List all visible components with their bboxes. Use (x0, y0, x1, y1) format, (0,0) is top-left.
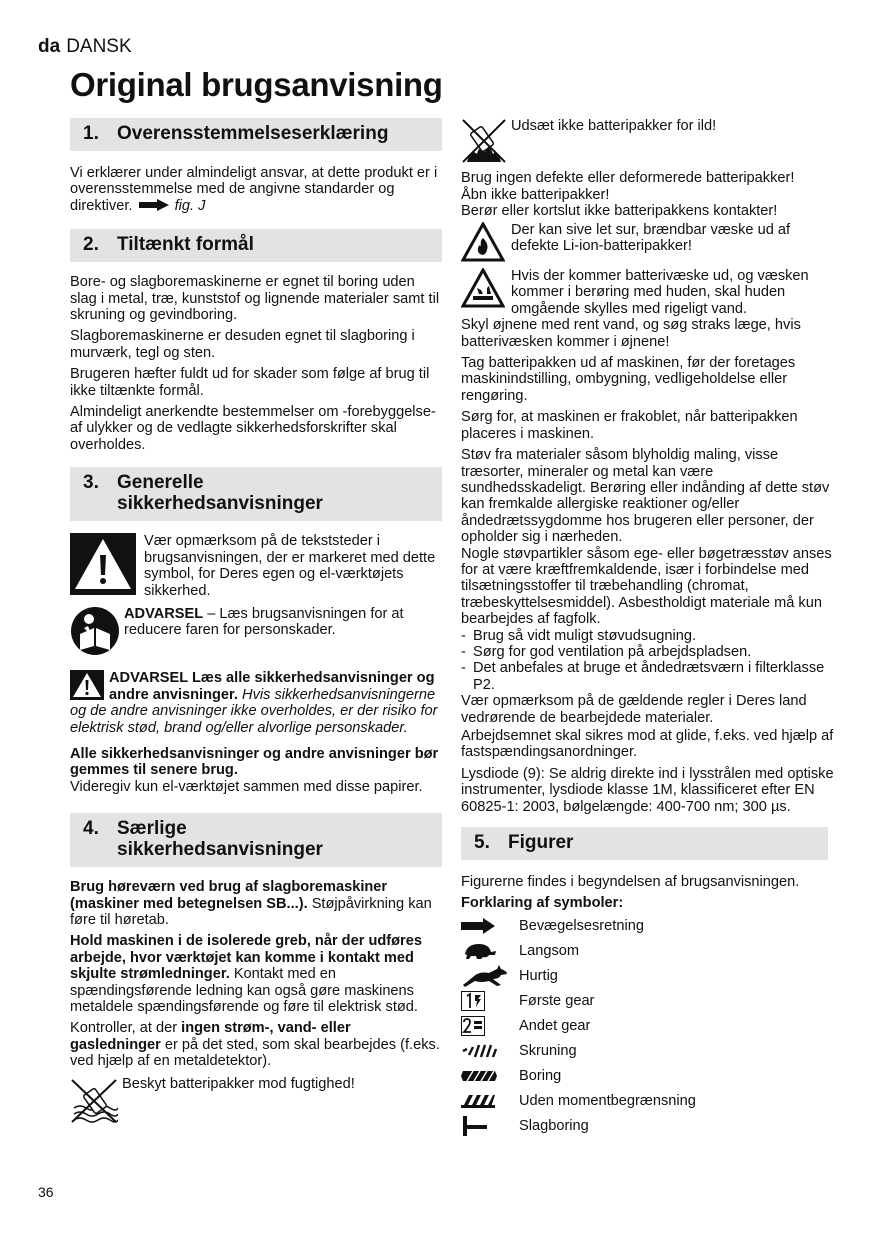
keep-instructions-text: Videregiv kun el-værktøjet sammen med disse papirer. (70, 778, 423, 795)
direction-arrow-icon (461, 918, 495, 934)
eye-rinse-text: Skyl øjnene med rent vand, og søg straks læge, hvis batterivæsken kommer i øjnene! (461, 317, 801, 350)
section-5-heading: 5. Figurer (461, 827, 828, 860)
flammable-notice: Der kan sive let sur, brændbar væske ud af defekte Li-ion-batteripakker! (461, 222, 835, 266)
right-column (461, 118, 835, 1139)
left-column (70, 118, 442, 1128)
section-1-text: Vi erklærer under almindeligt ansvar, at dette produkt er i overensstemmelse med de angivne standarder og direktiver. fig. J (70, 165, 438, 214)
legend-item: Skruning (461, 1039, 835, 1064)
drilling-icon (461, 1069, 497, 1083)
right-paragraph: Arbejdsemnet skal sikres mod at glide, f.eks. ved hjælp af fastspændingsanordninger. (461, 728, 834, 761)
second-gear-icon (461, 1016, 485, 1036)
legend-item: Første gear (461, 989, 835, 1014)
battery-warning: Berør eller kortslut ikke batteripakkens kontakter! (461, 203, 778, 220)
right-paragraph: Vær opmærksom på de gældende regler i Deres land vedrørende de bearbejdede materialer. (461, 693, 807, 726)
section-3-heading: 3. Generelle sikkerhedsanvisninger (70, 467, 442, 521)
page-title: Original brugsanvisning (70, 66, 443, 103)
flammable-icon (461, 222, 505, 262)
impact-drilling-icon (461, 1116, 487, 1136)
right-paragraph: Tag batteripakken ud af maskinen, før der foretages maskinindstilling, ombygning, vedligeholdelse eller rengøring. (461, 355, 796, 404)
advarsel-notice: ADVARSEL Læs alle sikkerhedsanvisninger og andre anvisninger. Hvis sikkerhedsanvisningerne og de andre anvisninger ikke overholdes, er der risiko for elektrisk stød, brand og/eller alvorlige personskader. (70, 670, 438, 736)
symbol-legend (461, 914, 835, 1139)
warning-notice: Vær opmærksom på de tekststeder i brugsanvisningen, der er markeret med dette symbol, for Deres egen og el-værktøjets sikkerhed. (70, 533, 442, 604)
corrosive-notice: Hvis der kommer batterivæske ud, og væsken kommer i berøring med huden, skal huden omgående skylles med rigeligt vand. (461, 268, 835, 317)
list-item: - Brug så vidt muligt støvudsugning. (461, 627, 697, 644)
section-5-text: Figurerne findes i begyndelsen af brugsanvisningen. (461, 874, 800, 891)
legend-item: Slagboring (461, 1114, 835, 1139)
list-item: - Det anbefales at bruge et åndedrætsværn i filterklasse P2. (461, 660, 825, 693)
legend-item: Hurtig (461, 964, 835, 989)
fire-notice: Udsæt ikke batteripakker for ild! (461, 118, 835, 168)
screwdriving-icon (461, 1043, 497, 1059)
no-moisture-icon (70, 1076, 118, 1124)
dust-measures-list (461, 628, 835, 694)
right-paragraph: Lysdiode (9): Se aldrig direkte ind i lysstrålen med optiske instrumenter, lysdiode klasse 1M, klassificeret efter EN 60825-1: 2003, bølgelængde: 400-700 nm; 300 µs. (461, 765, 834, 815)
right-paragraph: Støv fra materialer såsom blyholdig maling, visse træsorter, mineraler og metal kan være sundhedsskadeligt. Berøring eller indånding af dette støv kan fremkalde allergiske reaktioner og/eller åndedrætssygdomme hos brugeren eller personer, der opholder sig i nærheden. (461, 447, 830, 546)
moisture-notice: Beskyt batteripakker mod fugtighed! (70, 1076, 442, 1128)
legend-item: Bevægelsesretning (461, 914, 835, 939)
turtle-icon (461, 942, 497, 960)
list-item: - Sørg for god ventilation på arbejdspladsen. (461, 643, 752, 660)
legend-item: Langsom (461, 939, 835, 964)
section-4-paragraph: Hold maskinen i de isolerede greb, når der udføres arbejde, hvor værktøjet kan komme i kontakt med skjulte strømledninger. Kontakt med en spændingsførende ledning kan også gøre maskinens metaldele spændingsførende og føre til elektrisk stød. (70, 933, 422, 1015)
section-2-paragraph: Bore- og slagboremaskinerne er egnet til boring uden slag i metal, træ, kunststof og lignende materialer samt til skruning og gevindboring. (70, 274, 440, 324)
page-number: 36 (38, 1184, 54, 1200)
warning-small-icon (70, 670, 104, 700)
section-1-heading: 1. Overensstemmelseserklæring (70, 118, 442, 151)
right-paragraph: Nogle støvpartikler såsom ege- eller bøgetræsstøv anses for at være kræftfremkaldende, især i forbindelse med tilsætningsstoffer til træbehandling (chromat, træbeskyttelsesmiddel). Asbestholdigt materiale må kun bearbejdes af fagfolk. (461, 545, 832, 628)
section-2-paragraph: Slagboremaskinerne er desuden egnet til slagboring i murværk, tegl og sten. (70, 328, 415, 361)
section-2-paragraph: Almindeligt anerkendte bestemmelser om -forebyggelse- af ulykker og de vedlagte sikkerhedsforskrifter skal overholdes. (70, 404, 436, 453)
rabbit-icon (461, 965, 509, 987)
battery-warning: Brug ingen defekte eller deformerede batteripakker! (461, 170, 795, 187)
legend-item: Uden momentbegrænsning (461, 1089, 835, 1114)
section-4-paragraph: Kontroller, at der ingen strøm-, vand- eller gasledninger er på det sted, som skal bearbejdes (f.eks. ved hjælp af en metaldetektor). (70, 1020, 440, 1070)
corrosive-icon (461, 268, 505, 308)
no-fire-icon (461, 118, 507, 164)
legend-item: Boring (461, 1064, 835, 1089)
section-4-heading: 4. Særlige sikkerhedsanvisninger (70, 813, 442, 867)
legend-title: Forklaring af symboler: (461, 895, 624, 912)
keep-instructions: Alle sikkerhedsanvisninger og andre anvisninger bør gemmes til senere brug. (70, 745, 439, 779)
warning-exclamation-icon (70, 533, 136, 595)
legend-item: Andet gear (461, 1014, 835, 1039)
first-gear-icon (461, 991, 485, 1011)
read-manual-icon (70, 606, 120, 656)
section-2-paragraph: Brugeren hæfter fuldt ud for skader som følge af brug til ikke tiltænkte formål. (70, 366, 430, 399)
right-paragraph: Sørg for, at maskinen er frakoblet, når batteripakken placeres i maskinen. (461, 409, 798, 442)
no-torque-limit-icon (461, 1093, 495, 1109)
section-4-paragraph: Brug høreværn ved brug af slagboremaskiner (maskiner med betegnelsen SB...). Støjpåvirkning kan føre til høretab. (70, 879, 432, 928)
read-manual-notice: ADVARSEL – Læs brugsanvisningen for at reducere faren for personskader. (70, 606, 442, 660)
language-label: da DANSK (38, 36, 132, 57)
battery-warning: Åbn ikke batteripakker! (461, 186, 610, 203)
section-2-heading: 2. Tiltænkt formål (70, 229, 442, 262)
arrow-right-icon (139, 199, 169, 211)
